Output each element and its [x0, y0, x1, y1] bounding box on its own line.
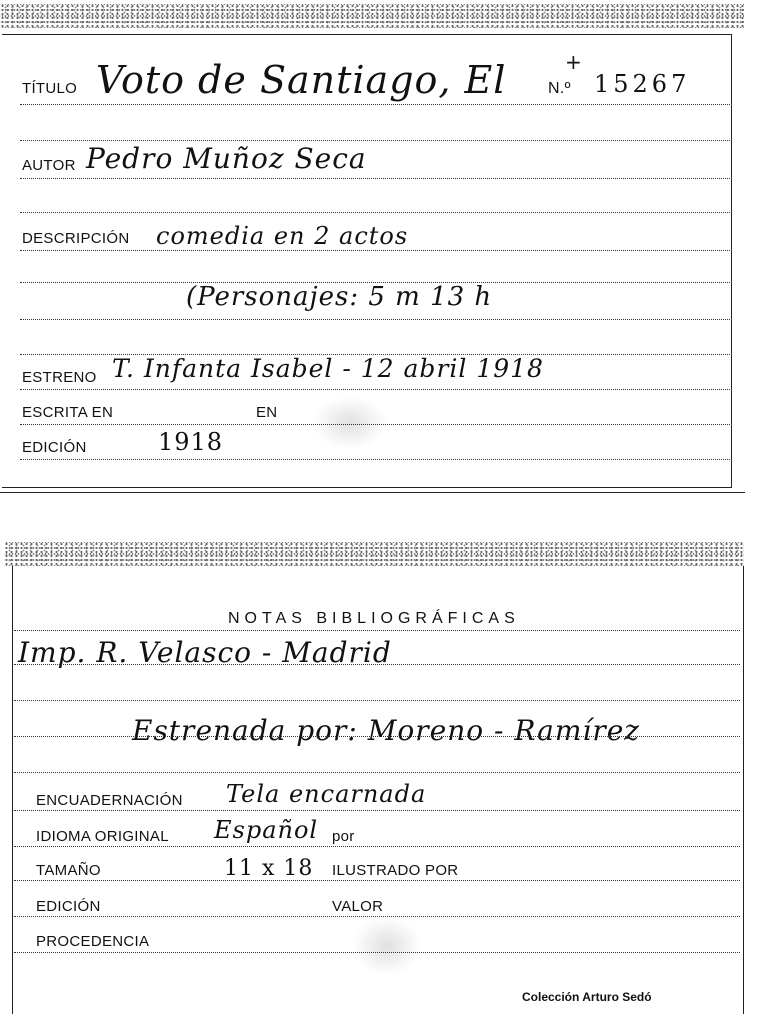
label-edicion-2: EDICIÓN	[36, 898, 101, 915]
speckled-edge	[4, 542, 744, 566]
rule-line	[14, 700, 740, 701]
label-valor: VALOR	[332, 898, 384, 915]
value-estreno: T. Infanta Isabel - 12 abril 1918	[112, 354, 544, 383]
cross-mark: +	[565, 50, 582, 74]
rule-line	[20, 389, 732, 390]
value-edicion: 1918	[158, 428, 224, 456]
label-procedencia: PROCEDENCIA	[36, 933, 150, 950]
label-ilustrado-por: ILUSTRADO POR	[332, 862, 459, 879]
value-numero: 15267	[594, 70, 691, 98]
value-note-line1: Imp. R. Velasco - Madrid	[18, 636, 392, 669]
catalog-card-front	[0, 14, 744, 492]
label-descripcion: DESCRIPCIÓN	[22, 230, 130, 247]
label-en: EN	[256, 404, 278, 421]
rule-line	[20, 459, 732, 460]
rule-line	[14, 630, 740, 631]
label-autor: AUTOR	[22, 157, 76, 174]
value-titulo: Voto de Santiago, El	[96, 58, 507, 102]
rule-line	[20, 104, 732, 105]
rule-line	[14, 810, 740, 811]
rule-line	[20, 250, 732, 251]
label-idioma-original: IDIOMA ORIGINAL	[36, 828, 169, 845]
smudge-mark	[352, 916, 422, 976]
rule-line	[14, 736, 740, 737]
label-titulo: TÍTULO	[22, 80, 78, 97]
label-estreno: ESTRENO	[22, 369, 97, 386]
label-numero: N.º	[548, 80, 571, 97]
label-tamano: TAMAÑO	[36, 862, 101, 879]
rule-line	[20, 140, 732, 141]
smudge-mark	[312, 396, 388, 450]
value-autor: Pedro Muñoz Seca	[86, 142, 367, 175]
value-tamano: 11 x 18	[224, 856, 314, 881]
rule-line	[14, 772, 740, 773]
label-encuadernacion: ENCUADERNACIÓN	[36, 792, 183, 809]
collection-credit: Colección Arturo Sedó	[522, 990, 652, 1004]
rule-line	[20, 319, 732, 320]
label-edicion: EDICIÓN	[22, 439, 87, 456]
value-personajes: (Personajes: 5 m 13 h	[186, 282, 493, 312]
notes-heading: NOTAS BIBLIOGRÁFICAS	[228, 610, 520, 627]
value-descripcion: comedia en 2 actos	[156, 222, 409, 250]
rule-line	[14, 664, 740, 665]
speckled-edge	[0, 4, 744, 28]
label-por: por	[332, 828, 355, 845]
catalog-card-back	[4, 544, 744, 1014]
rule-line	[14, 846, 740, 847]
rule-line	[14, 880, 740, 881]
value-idioma-original: Español	[214, 816, 319, 844]
value-encuadernacion: Tela encarnada	[226, 780, 427, 808]
rule-line	[20, 212, 732, 213]
label-escrita-en: ESCRITA EN	[22, 404, 114, 421]
rule-line	[20, 178, 732, 179]
card-separator	[0, 492, 745, 493]
value-note-line2: Estrenada por: Moreno - Ramírez	[132, 714, 641, 747]
